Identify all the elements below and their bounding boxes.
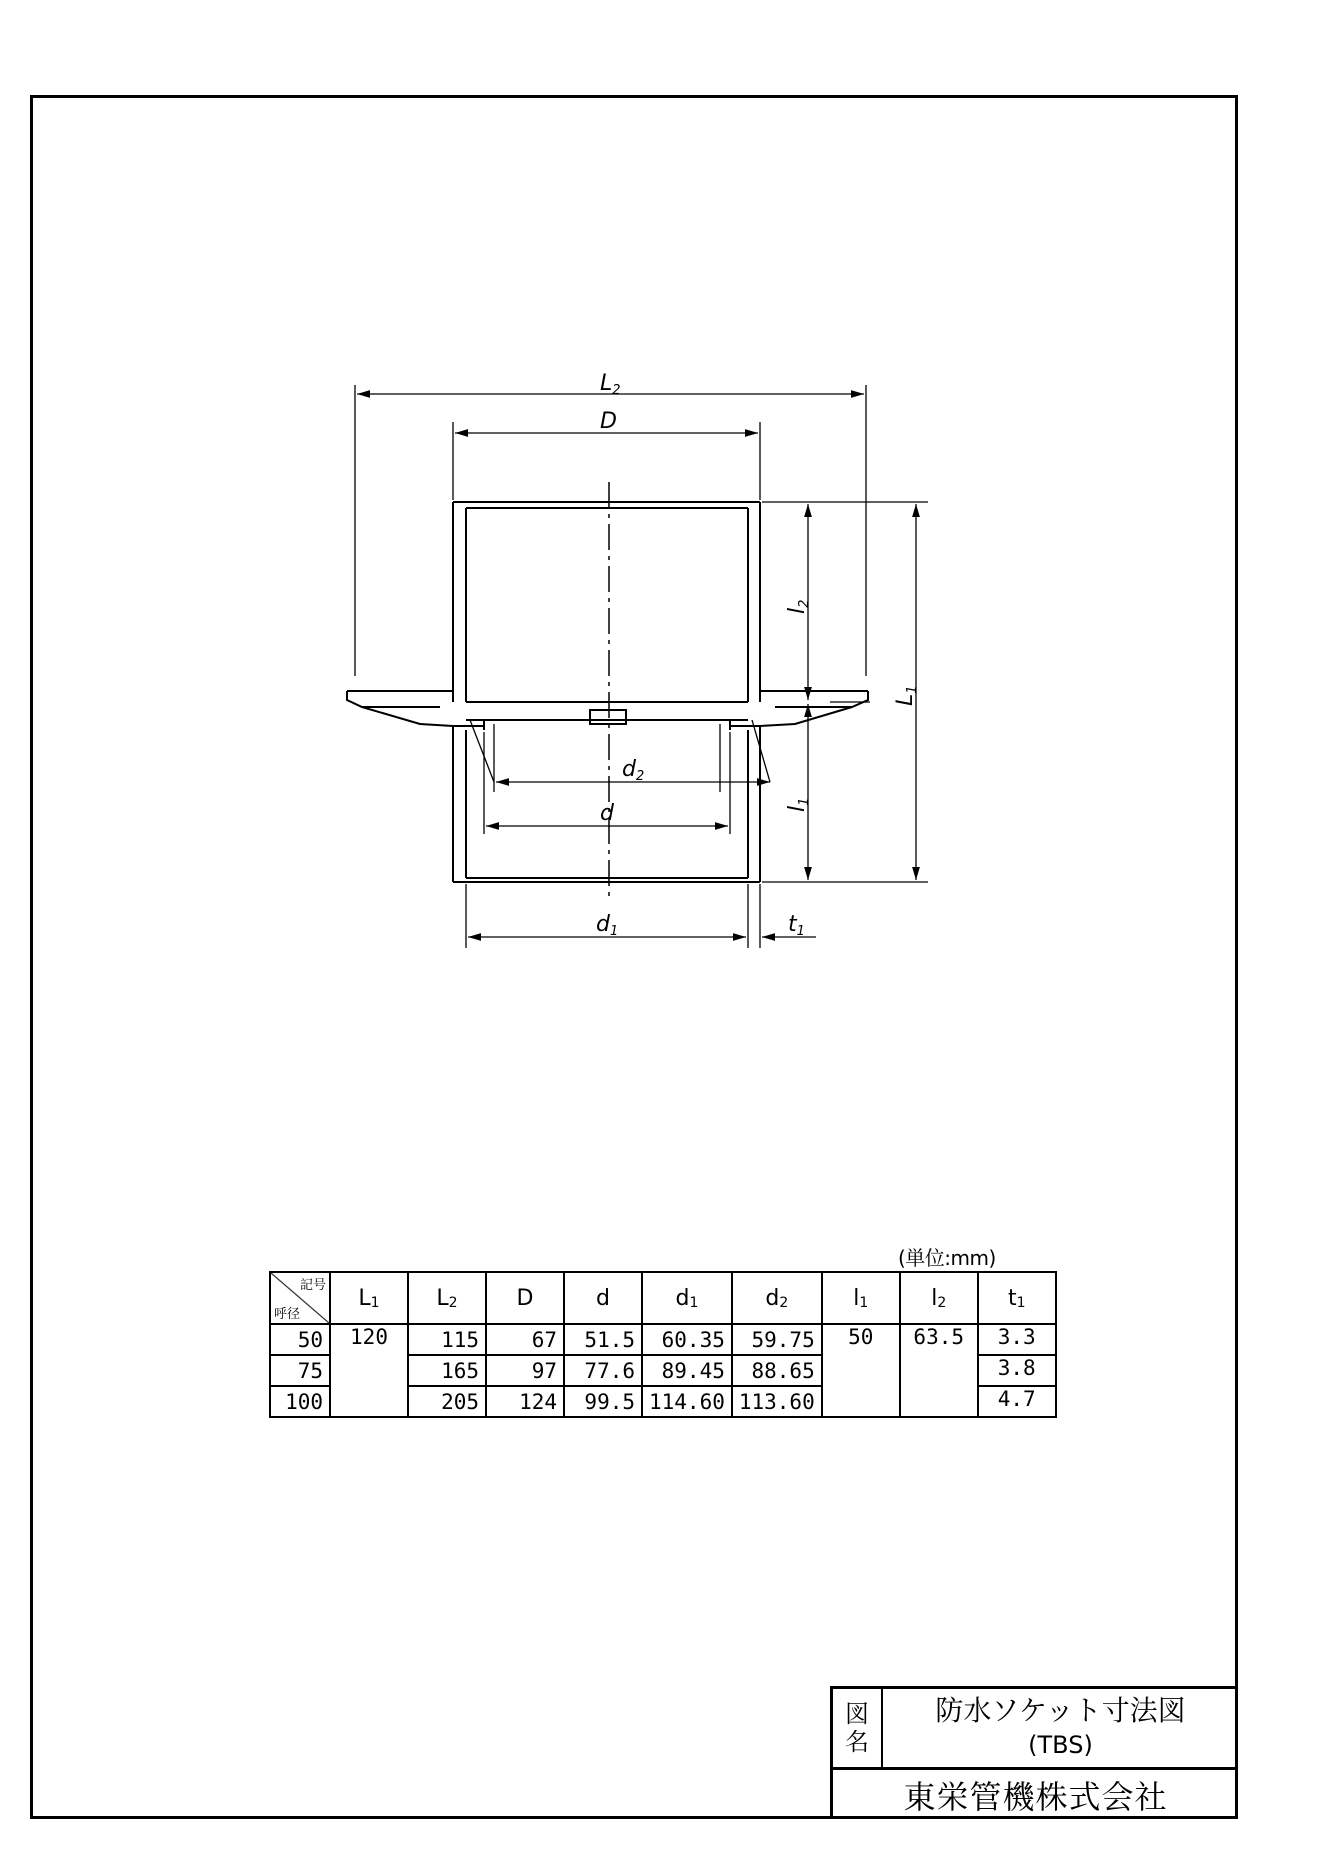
col-header-d1: d1 (642, 1272, 732, 1324)
dim-label-L1: L1 (893, 685, 920, 706)
cell-size: 100 (270, 1386, 330, 1417)
cell-t1: 3.8 (978, 1355, 1056, 1386)
dimension-table (269, 1271, 1057, 1418)
cell-d2: 59.75 (732, 1324, 822, 1355)
dim-label-d2: d2 (622, 757, 645, 784)
company-name: 東栄管機株式会社 (833, 1767, 1238, 1819)
dim-label-L2: L2 (600, 371, 621, 398)
cell-l2: 63.5 (900, 1324, 978, 1417)
table-corner-cell (270, 1272, 330, 1324)
unit-note: (単位:mm) (898, 1246, 996, 1270)
drawing-title (883, 1689, 1238, 1767)
cell-size: 50 (270, 1324, 330, 1355)
drawing-code: (TBS) (1028, 1731, 1093, 1759)
cell-size: 75 (270, 1355, 330, 1386)
cell-D: 67 (486, 1324, 564, 1355)
title-block (830, 1686, 1238, 1819)
cell-t1: 4.7 (978, 1386, 1056, 1417)
table-row (270, 1324, 1056, 1355)
cell-d1: 89.45 (642, 1355, 732, 1386)
cell-D: 97 (486, 1355, 564, 1386)
col-header-l2: l2 (900, 1272, 978, 1324)
table-header-row (270, 1272, 1056, 1324)
cell-d: 99.5 (564, 1386, 642, 1417)
label-line-1: 図 (845, 1700, 869, 1728)
corner-top-label: 記号 (299, 1278, 326, 1293)
dim-label-t1: t1 (788, 912, 805, 939)
cell-d2: 113.60 (732, 1386, 822, 1417)
col-header-d: d (564, 1272, 642, 1324)
dim-label-l2: l2 (785, 599, 812, 614)
cell-d2: 88.65 (732, 1355, 822, 1386)
cell-d1: 60.35 (642, 1324, 732, 1355)
dim-label-d1: d1 (596, 912, 619, 939)
cell-d: 77.6 (564, 1355, 642, 1386)
title-block-label (833, 1689, 883, 1767)
cell-L2: 205 (408, 1386, 486, 1417)
cell-d: 51.5 (564, 1324, 642, 1355)
col-header-L2: L2 (408, 1272, 486, 1324)
corner-bottom-label: 呼径 (274, 1307, 301, 1322)
dim-label-D: D (600, 409, 617, 434)
dim-label-l1: l1 (785, 797, 812, 812)
label-line-2: 名 (845, 1728, 869, 1756)
cell-L2: 165 (408, 1355, 486, 1386)
col-header-d2: d2 (732, 1272, 822, 1324)
col-header-l1: l1 (822, 1272, 900, 1324)
col-header-D: D (486, 1272, 564, 1324)
cell-l1: 50 (822, 1324, 900, 1417)
cell-L2: 115 (408, 1324, 486, 1355)
cell-t1: 3.3 (978, 1324, 1056, 1355)
cell-d1: 114.60 (642, 1386, 732, 1417)
col-header-L1: L1 (330, 1272, 408, 1324)
cell-D: 124 (486, 1386, 564, 1417)
dimension-lines (355, 385, 928, 948)
col-header-t1: t1 (978, 1272, 1056, 1324)
dimension-labels (596, 371, 920, 939)
drawing-title-text: 防水ソケット寸法図 (935, 1694, 1186, 1727)
cell-L1: 120 (330, 1324, 408, 1417)
dim-label-d: d (600, 801, 614, 826)
